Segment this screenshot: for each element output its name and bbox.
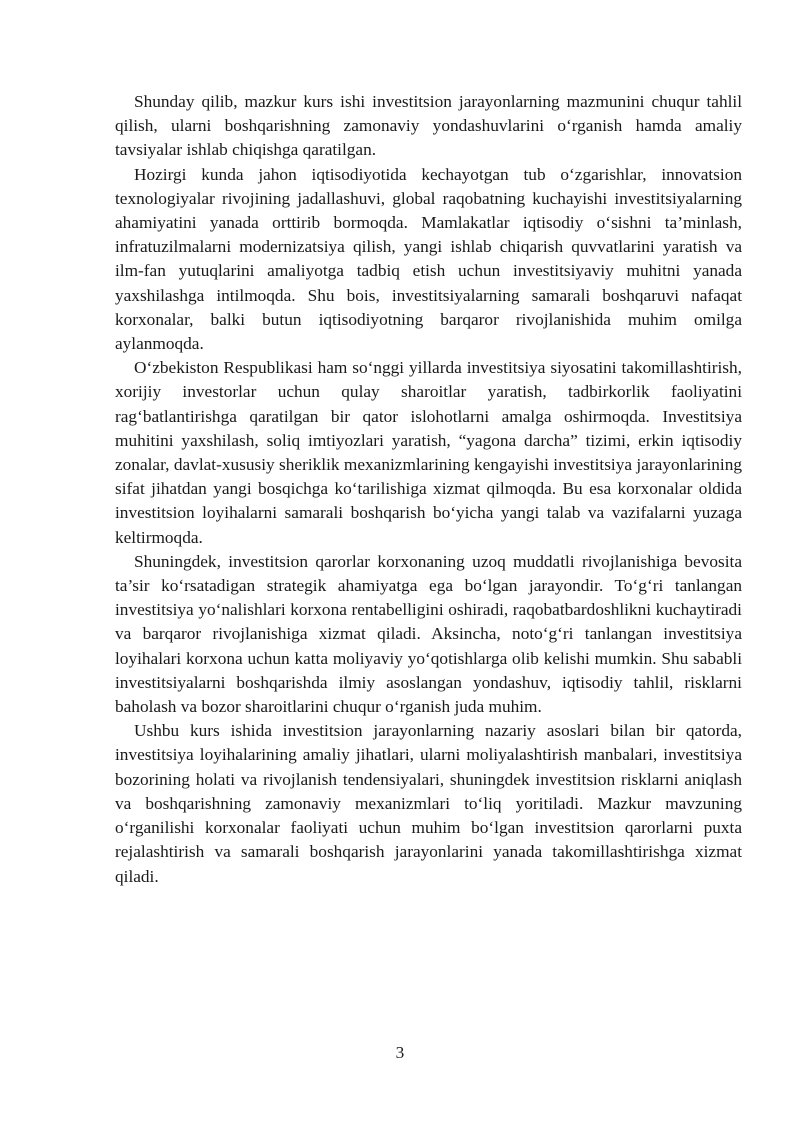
body-text xyxy=(115,90,742,889)
paragraph-4: Shuningdek, investitsion qarorlar korxonaning uzoq muddatli rivojlanishiga bevosita ta’sir ko‘rsatadigan strategik ahamiyatga ega bo‘lgan jarayondir. To‘g‘ri tanlangan investitsiya yo‘nalishlari korxona rentabelligini oshiradi, raqobatbardoshlikni kuchaytiradi va barqaror rivojlanishiga xizmat qiladi. Aksincha, noto‘g‘ri tanlangan investitsiya loyihalari korxona uchun katta moliyaviy yo‘qotishlarga olib kelishi mumkin. Shu sababli investitsiyalarni boshqarishda ilmiy asoslangan yondashuv, iqtisodiy tahlil, risklarni baholash va bozor sharoitlarini chuqur o‘rganish juda muhim. xyxy=(115,551,742,717)
paragraph-2: Hozirgi kunda jahon iqtisodiyotida kechayotgan tub o‘zgarishlar, innovatsion texnologiyalar rivojining jadallashuvi, global raqobatning kuchayishi investitsiyalarning ahamiyatini yanada orttirib bormoqda. Mamlakatlar iqtisodiy o‘sishni ta’minlash, infratuzilmalarni modernizatsiya qilish, yangi ishlab chiqarish quvvatlarini yaratish va ilm-fan yutuqlarini amaliyotga tadbiq etish uchun investitsiyaviy muhitni yanada yaxshilashga intilmoqda. Shu bois, investitsiyalarning samarali boshqaruvi nafaqat korxonalar, balki butun iqtisodiyotning barqaror rivojlanishida muhim omilga aylanmoqda. xyxy=(115,164,742,354)
paragraph-3: O‘zbekiston Respublikasi ham so‘nggi yillarda investitsiya siyosatini takomillashtirish, xorijiy investorlar uchun qulay sharoitlar yaratish, tadbirkorlik faoliyatini rag‘batlantirishga qaratilgan bir qator islohotlarni amalga oshirmoqda. Investitsiya muhitini yaxshilash, soliq imtiyozlari yaratish, “yagona darcha” tizimi, erkin iqtisodiy zonalar, davlat-xususiy sheriklik mexanizmlarining kengayishi investitsiya jarayonlarining sifat jihatdan yangi bosqichga ko‘tarilishiga xizmat qilmoqda. Bu esa korxonalar oldida investitsion loyihalarni samarali boshqarish bo‘yicha yangi talab va vazifalarni yuzaga keltirmoqda. xyxy=(115,358,742,547)
page-number: 3 xyxy=(395,1043,405,1062)
paragraph-1: Shunday qilib, mazkur kurs ishi investitsion jarayonlarning mazmunini chuqur tahlil qilish, ularni boshqarishning zamonaviy yondashuvlarini o‘rganish hamda amaliy tavsiyalar ishlab chiqishga qaratilgan. xyxy=(115,92,742,160)
paragraph-5: Ushbu kurs ishida investitsion jarayonlarning nazariy asoslari bilan bir qatorda, investitsiya loyihalarining amaliy jihatlari, ularni moliyalashtirish manbalari, investitsiya bozorining holati va rivojlanish tendensiyalari, shuningdek investitsion risklarni aniqlash va boshqarishning zamonaviy mexanizmlari to‘liq yoritiladi. Mazkur mavzuning o‘rganilishi korxonalar faoliyati uchun muhim bo‘lgan investitsion qarorlarni puxta rejalashtirish va samarali boshqarish jarayonlarini yanada takomillashtirishga xizmat qiladi. xyxy=(115,721,742,886)
